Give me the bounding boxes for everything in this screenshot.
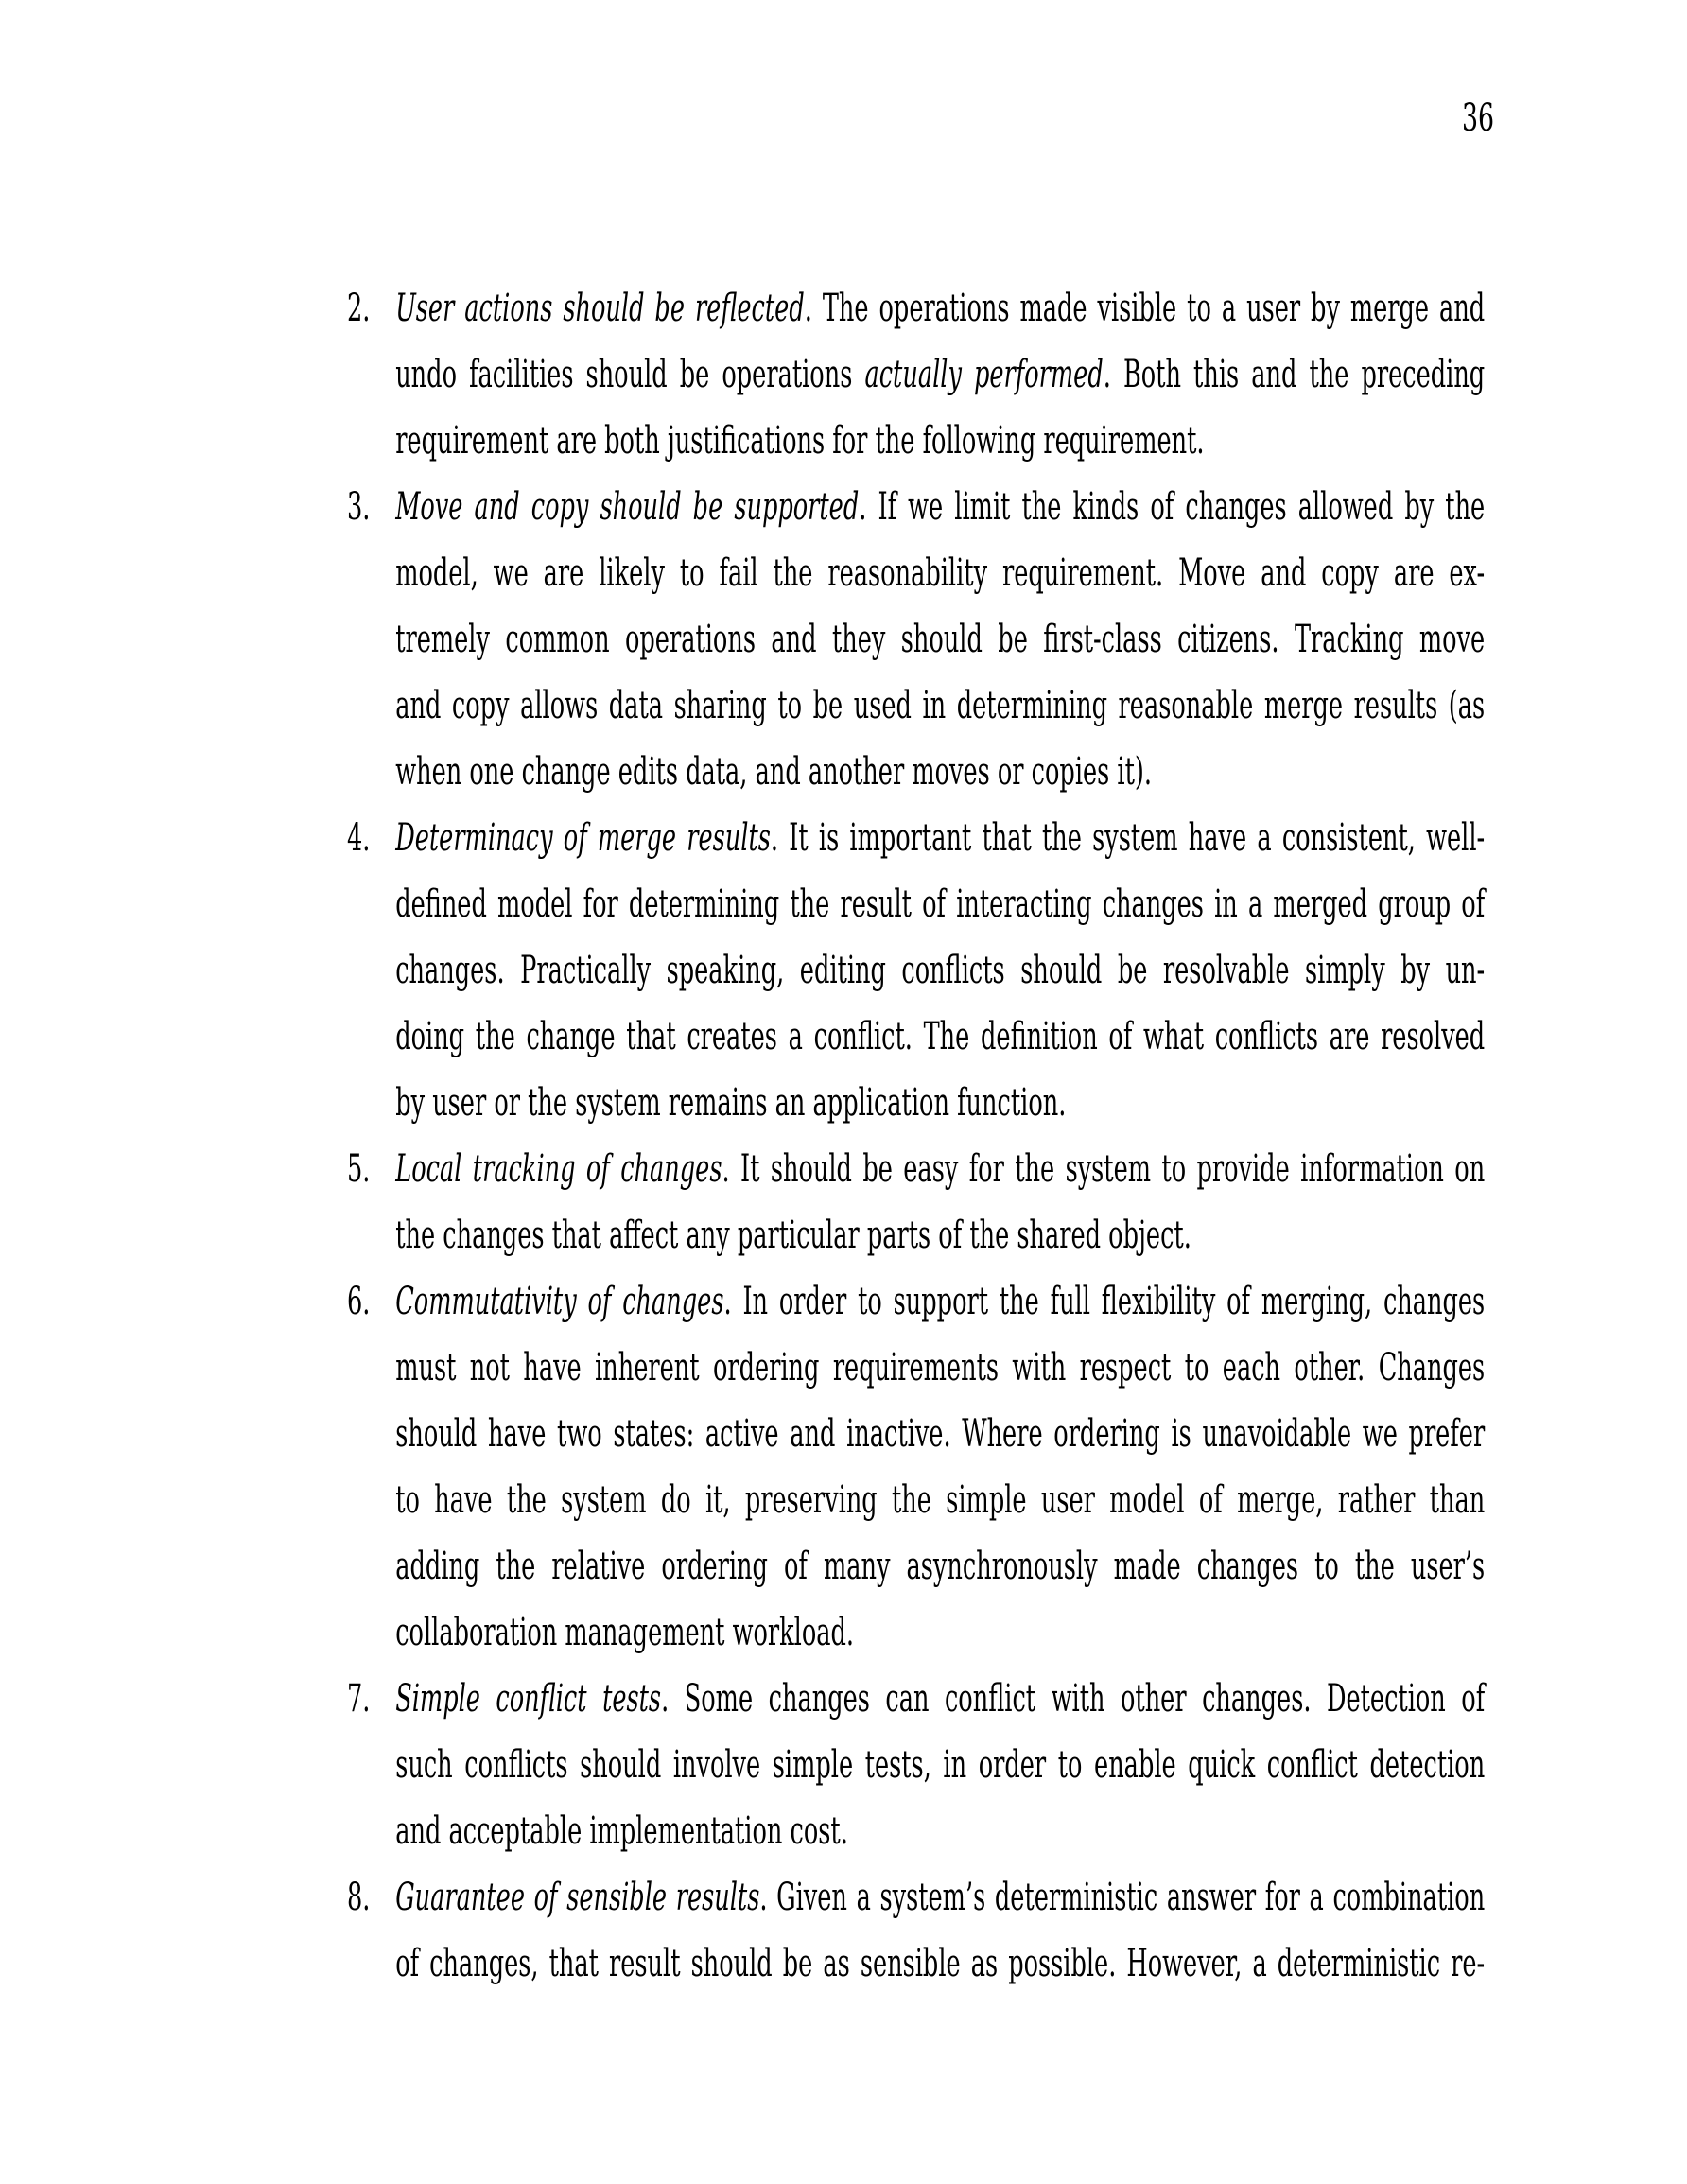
item-number: 7. bbox=[347, 1677, 371, 1721]
italic-text: Determinacy of merge results bbox=[395, 816, 771, 860]
italic-text: User actions should be reflected bbox=[395, 287, 805, 330]
text-line bbox=[347, 1666, 1485, 1732]
text-line bbox=[347, 341, 1485, 408]
text-segment: doing the change that creates a conflict. The definition of what conflicts are resolved bbox=[395, 1015, 1486, 1058]
text-line bbox=[347, 673, 1485, 739]
text-line bbox=[347, 408, 1485, 474]
text-line bbox=[347, 1798, 1485, 1864]
text-segment: undo facilities should be operations bbox=[395, 353, 865, 396]
text-segment: . In order to support the full flexibility of merging, changes bbox=[723, 1280, 1486, 1323]
text-segment: . It is important that the system have a consistent, well- bbox=[770, 816, 1486, 860]
list-item-2 bbox=[347, 275, 1485, 474]
text-line bbox=[347, 1467, 1485, 1533]
text-segment: . Both this and the preceding bbox=[1103, 353, 1486, 396]
item-number: 2. bbox=[347, 287, 371, 330]
text-line bbox=[347, 1268, 1485, 1335]
text-segment: and copy allows data sharing to be used in determining reasonable merge results (as bbox=[395, 684, 1486, 727]
item-number: 3. bbox=[347, 485, 371, 529]
italic-text: Simple conflict tests bbox=[395, 1677, 662, 1721]
text-segment: . It should be easy for the system to provide information on bbox=[722, 1147, 1486, 1191]
text-segment: must not have inherent ordering requirements with respect to each other. Changes bbox=[395, 1346, 1486, 1389]
text-line bbox=[347, 1732, 1485, 1798]
text-line bbox=[347, 1864, 1485, 1931]
text-line bbox=[347, 1136, 1485, 1202]
list-item-6 bbox=[347, 1268, 1485, 1666]
item-number: 4. bbox=[347, 816, 371, 860]
text-segment: . If we limit the kinds of changes allowed by the bbox=[859, 485, 1486, 529]
text-line bbox=[347, 474, 1485, 540]
text-segment: the changes that affect any particular parts of the shared object. bbox=[395, 1214, 1191, 1257]
text-segment: changes. Practically speaking, editing conflicts should be resolvable simply by un- bbox=[395, 949, 1486, 992]
text-segment: requirement are both justifications for the following requirement. bbox=[395, 419, 1205, 463]
list-item-4 bbox=[347, 805, 1485, 1136]
text-segment: to have the system do it, preserving the simple user model of merge, rather than bbox=[395, 1478, 1486, 1522]
text-segment: defined model for determining the result of interacting changes in a merged group of bbox=[395, 882, 1486, 926]
text-line bbox=[347, 1202, 1485, 1268]
italic-text: Local tracking of changes bbox=[395, 1147, 722, 1191]
italic-text: Move and copy should be supported bbox=[395, 485, 860, 529]
text-segment: should have two states: active and inactive. Where ordering is unavoidable we prefer bbox=[395, 1412, 1486, 1456]
text-line bbox=[347, 1931, 1485, 1997]
text-line bbox=[347, 1004, 1485, 1070]
text-line bbox=[347, 937, 1485, 1004]
text-line bbox=[347, 1401, 1485, 1467]
text-segment: . Some changes can conflict with other changes. Detection of bbox=[661, 1677, 1486, 1721]
list-item-5 bbox=[347, 1136, 1485, 1268]
text-segment: of changes, that result should be as sensible as possible. However, a deterministic re- bbox=[395, 1942, 1486, 1985]
text-line bbox=[347, 1533, 1485, 1599]
text-segment: . Given a system’s deterministic answer for a combination bbox=[759, 1876, 1486, 1919]
item-number: 8. bbox=[347, 1876, 371, 1919]
italic-text: actually performed bbox=[864, 353, 1104, 396]
italic-text: Guarantee of sensible results bbox=[395, 1876, 760, 1919]
text-segment: tremely common operations and they should be first-class citizens. Tracking move bbox=[395, 618, 1486, 661]
italic-text: Commutativity of changes bbox=[395, 1280, 724, 1323]
list-item-7 bbox=[347, 1666, 1485, 1864]
page-number: 36 bbox=[1462, 96, 1495, 140]
text-line bbox=[347, 805, 1485, 871]
text-segment: collaboration management workload. bbox=[395, 1611, 855, 1654]
text-segment: . The operations made visible to a user by merge and bbox=[804, 287, 1486, 330]
text-line bbox=[347, 1335, 1485, 1401]
text-segment: such conflicts should involve simple tests, in order to enable quick conflict detection bbox=[395, 1743, 1486, 1787]
item-number: 5. bbox=[347, 1147, 371, 1191]
list-item-8 bbox=[347, 1864, 1485, 1997]
text-line bbox=[347, 739, 1485, 805]
text-line bbox=[347, 606, 1485, 673]
text-segment: adding the relative ordering of many asynchronously made changes to the user’s bbox=[395, 1545, 1486, 1588]
ordered-list bbox=[347, 275, 1485, 1997]
item-number: 6. bbox=[347, 1280, 371, 1323]
text-segment: and acceptable implementation cost. bbox=[395, 1809, 848, 1853]
text-line bbox=[347, 1070, 1485, 1136]
text-line bbox=[347, 540, 1485, 606]
text-segment: by user or the system remains an application function. bbox=[395, 1081, 1067, 1125]
text-line bbox=[347, 1599, 1485, 1666]
list-item-3 bbox=[347, 474, 1485, 805]
text-line bbox=[347, 275, 1485, 341]
text-segment: when one change edits data, and another moves or copies it). bbox=[395, 750, 1153, 794]
text-segment: model, we are likely to fail the reasonability requirement. Move and copy are ex- bbox=[395, 551, 1486, 595]
text-line bbox=[347, 871, 1485, 937]
